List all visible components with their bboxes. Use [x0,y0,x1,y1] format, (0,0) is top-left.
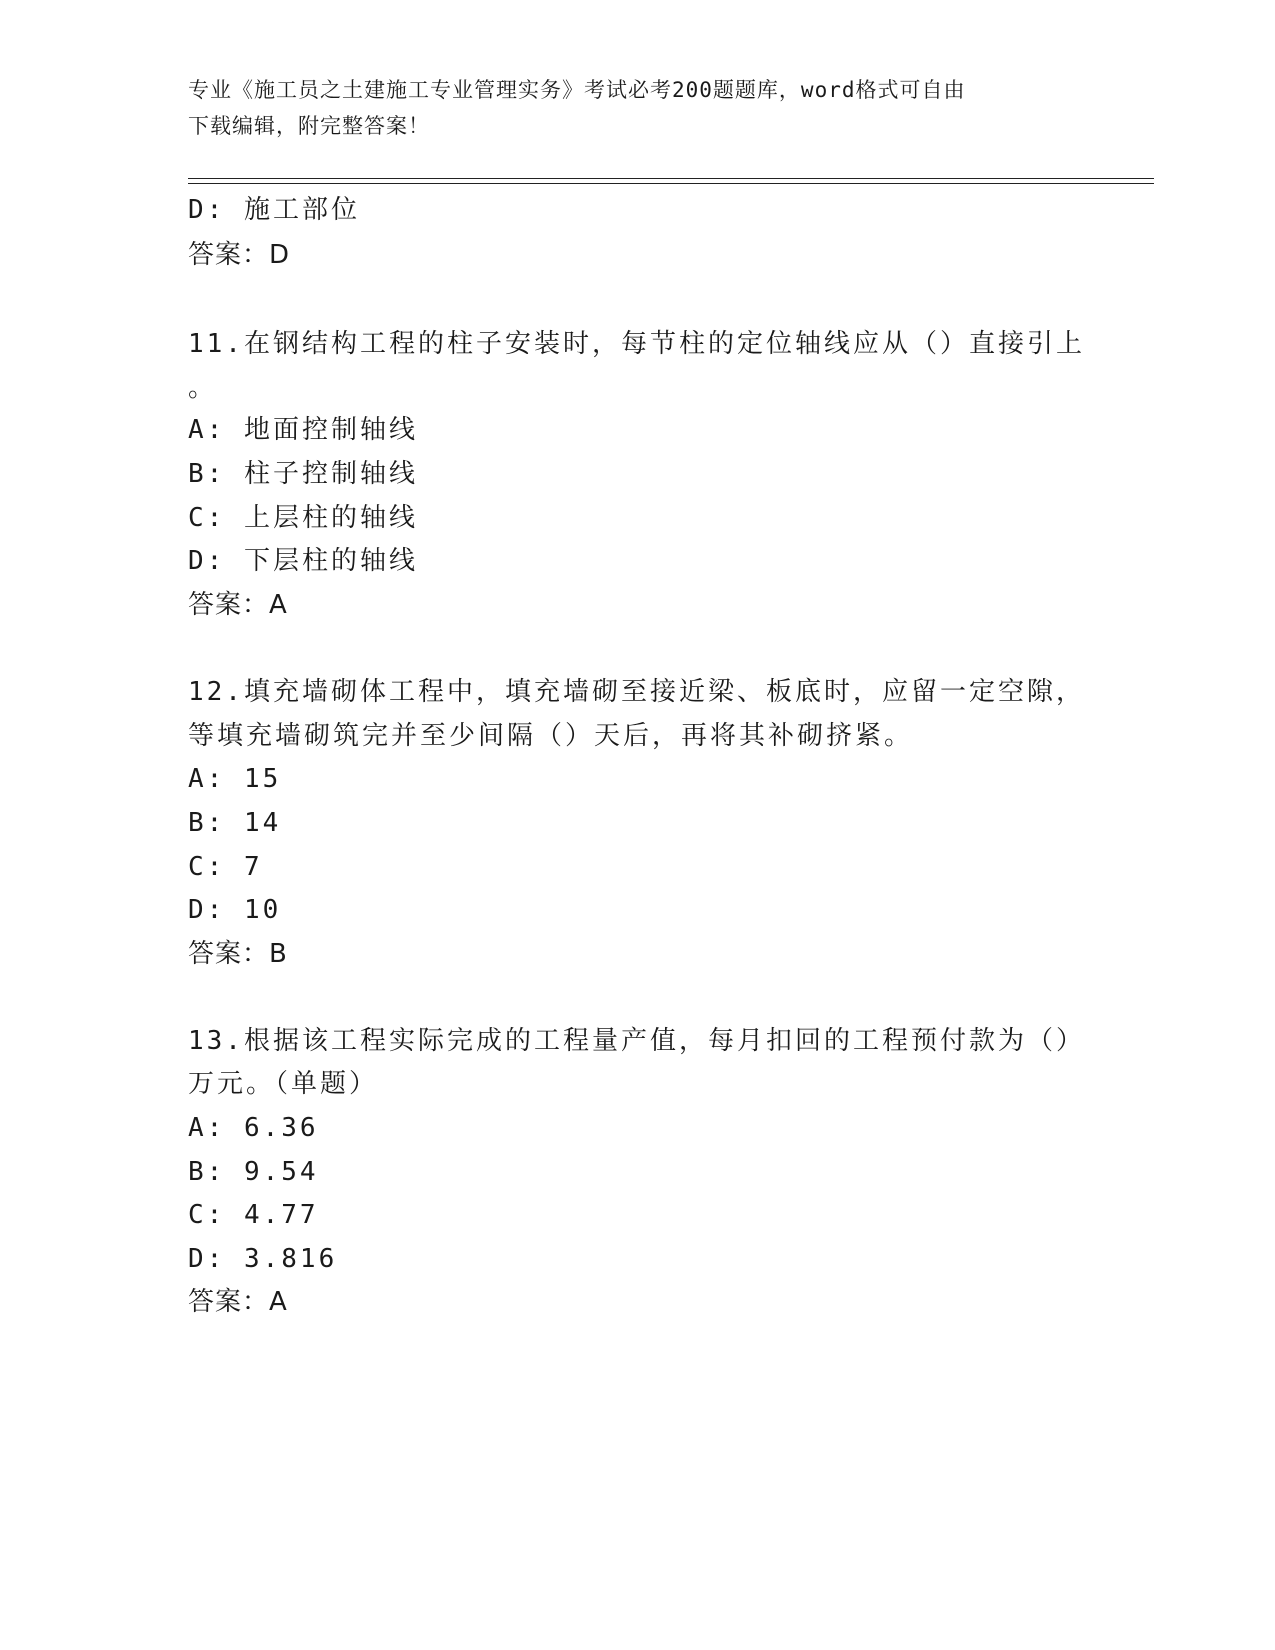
q11-stem-line-1: 11.在钢结构工程的柱子安装时，每节柱的定位轴线应从（）直接引上 [188,329,1085,359]
q12-stem-line-2: 等填充墙砌筑完并至少间隔（）天后，再将其补砌挤紧。 [188,721,914,751]
prev-option-d: D: 施工部位 [188,195,360,225]
q11-option-c: C: 上层柱的轴线 [188,503,418,533]
q12-option-c: C: 7 [188,852,263,882]
q11-option-d: D: 下层柱的轴线 [188,546,418,576]
q12-option-b: B: 14 [188,808,282,838]
header-line-1: 专业《施工员之土建施工专业管理实务》考试必考200题题库，word格式可自由 [188,78,966,102]
header-line-2: 下载编辑，附完整答案！ [188,114,430,138]
q12-option-d: D: 10 [188,895,282,925]
header-divider-bottom [188,183,1154,184]
q12-stem-line-1: 12.填充墙砌体工程中，填充墙砌至接近梁、板底时，应留一定空隙， [188,677,1085,707]
q12-option-a: A: 15 [188,764,282,794]
q11-answer: 答案：A [188,590,288,620]
q13-option-b: B: 9.54 [188,1157,319,1187]
header-divider-top [188,178,1154,179]
q12-answer: 答案：B [188,939,288,969]
q13-stem-line-1: 13.根据该工程实际完成的工程量产值，每月扣回的工程预付款为（） [188,1026,1085,1056]
q13-option-d: D: 3.816 [188,1244,338,1274]
q11-option-b: B: 柱子控制轴线 [188,459,418,489]
q11-stem-line-2: 。 [188,373,218,403]
q13-stem-line-2: 万元。（单题） [188,1069,379,1099]
document-header [188,72,1088,144]
q13-option-a: A: 6.36 [188,1113,319,1143]
q13-answer: 答案：A [188,1287,288,1317]
prev-answer: 答案：D [188,240,291,270]
q13-option-c: C: 4.77 [188,1200,319,1230]
q11-option-a: A: 地面控制轴线 [188,415,418,445]
